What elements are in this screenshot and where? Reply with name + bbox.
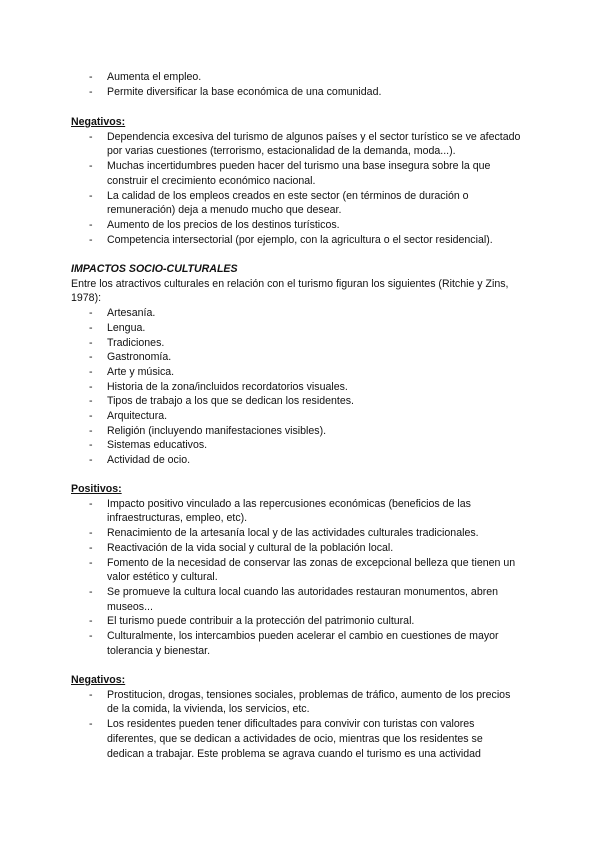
list-item: - El turismo puede contribuir a la protección del patrimonio cultural.: [71, 614, 521, 629]
top-list: [71, 70, 521, 99]
list-item: - Dependencia excesiva del turismo de algunos países y el sector turístico se ve afectado por varias cuestiones (terrorismo, estacionalidad de la demanda, moda...).: [71, 130, 521, 159]
list-item: - Competencia intersectorial (por ejemplo, con la agricultura o el sector residencial).: [71, 233, 521, 248]
list-item: - Gastronomía.: [71, 350, 521, 365]
list-item: - Religión (incluyendo manifestaciones visibles).: [71, 424, 521, 439]
list-item: - Culturalmente, los intercambios pueden acelerar el cambio en cuestiones de mayor tolerancia y bienestar.: [71, 629, 521, 658]
intro-paragraph: Entre los atractivos culturales en relación con el turismo figuran los siguientes (Ritchie y Zins, 1978):: [71, 277, 509, 305]
negativos-list: [71, 688, 521, 762]
list-item: - Aumento de los precios de los destinos turísticos.: [71, 218, 521, 233]
list-item: - La calidad de los empleos creados en este sector (en términos de duración o remuneración) deja a menudo mucho que desear.: [71, 189, 521, 218]
negativos-list: [71, 130, 521, 248]
list-item: - Prostitucion, drogas, tensiones sociales, problemas de tráfico, aumento de los precios de la comida, la vivienda, los servicios, etc.: [71, 688, 521, 717]
positivos-section: [71, 482, 521, 658]
negativos-socioculturales-section: [71, 673, 521, 761]
positivos-list: [71, 497, 521, 659]
negativos-heading: Negativos:: [71, 674, 126, 686]
list-item: - Se promueve la cultura local cuando las autoridades restauran monumentos, abren museos...: [71, 585, 521, 614]
list-item: - Aumenta el empleo.: [71, 70, 521, 85]
negativos-heading: Negativos:: [71, 116, 126, 128]
positivos-heading: Positivos:: [71, 483, 122, 495]
list-item: - Permite diversificar la base económica de una comunidad.: [71, 85, 521, 100]
section-heading: IMPACTOS SOCIO-CULTURALES: [71, 263, 238, 275]
list-item: - Renacimiento de la artesanía local y de las actividades culturales tradicionales.: [71, 526, 521, 541]
list-item: - Actividad de ocio.: [71, 453, 521, 468]
top-list-section: [71, 70, 521, 99]
list-item: - Muchas incertidumbres pueden hacer del turismo una base insegura sobre la que construir el crecimiento económico nacional.: [71, 159, 521, 188]
list-item: - Arquitectura.: [71, 409, 521, 424]
socio-cultural-section: [71, 262, 521, 468]
list-item: - Tradiciones.: [71, 336, 521, 351]
atractivos-list: [71, 306, 521, 468]
list-item: - Artesanía.: [71, 306, 521, 321]
list-item: - Fomento de la necesidad de conservar las zonas de excepcional belleza que tienen un valor estético y cultural.: [71, 556, 521, 585]
list-item: - Tipos de trabajo a los que se dedican los residentes.: [71, 394, 521, 409]
negativos-economicos-section: [71, 115, 521, 247]
list-item: - Historia de la zona/incluidos recordatorios visuales.: [71, 380, 521, 395]
list-item: - Impacto positivo vinculado a las repercusiones económicas (beneficios de las infraestructuras, empleo, etc).: [71, 497, 521, 526]
list-item: - Arte y música.: [71, 365, 521, 380]
list-item: - Los residentes pueden tener dificultades para convivir con turistas con valores diferentes, que se dedican a actividades de ocio, mientras que los residentes se dedican a trabajar. Este problema se agrava cuando el turismo es una actividad: [71, 717, 521, 761]
list-item: - Lengua.: [71, 321, 521, 336]
list-item: - Reactivación de la vida social y cultural de la población local.: [71, 541, 521, 556]
list-item: - Sistemas educativos.: [71, 438, 521, 453]
